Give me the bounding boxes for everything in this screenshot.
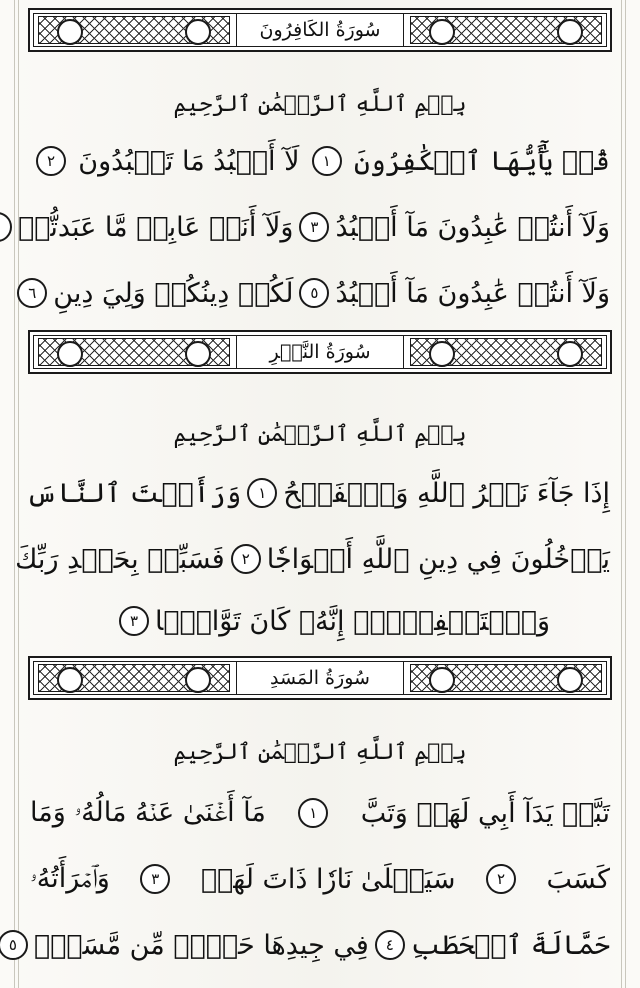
verse-line: [30, 598, 610, 644]
surah-header-frame: [28, 330, 612, 374]
verse-text: وَٱسۡتَغۡفِرۡهُۚ إِنَّهُۥ كَانَ تَوَّابَۢا: [154, 605, 550, 637]
ayah-number-marker: ٢: [231, 544, 261, 574]
ayah-number-marker: ٦: [17, 278, 47, 308]
ayah-number-marker: ١: [298, 798, 328, 828]
header-ornament-left: [38, 338, 230, 366]
bismillah: بِسۡمِ ٱللَّهِ ٱلرَّحۡمَٰنِ ٱلرَّحِيمِ: [173, 422, 467, 447]
ayah-number-marker: [0, 212, 12, 242]
verse-text: فِي جِيدِهَا حَبۡلٞ مِّن مَّسَدِۭ: [33, 929, 369, 961]
verse-line: [26, 470, 610, 516]
bismillah: بِسۡمِ ٱللَّهِ ٱلرَّحۡمَٰنِ ٱلرَّحِيمِ: [173, 740, 467, 765]
ayah-number-marker: ٢: [36, 146, 66, 176]
page-border-left-inner: [18, 0, 19, 988]
header-ornament-left: [38, 16, 230, 44]
verse-line: [30, 270, 610, 316]
ayah-number-marker: ٢: [486, 864, 516, 894]
surah-header-frame: [28, 8, 612, 52]
surah-title: سُورَةُ النَّصۡرِ: [236, 336, 404, 368]
page-border-right: [625, 0, 626, 988]
verse-line: [17, 204, 610, 250]
verse-text: كَسَبَ: [546, 863, 610, 895]
verse-text: قُلۡ يَٰٓأَيُّهَا ٱلۡكَٰفِرُونَ: [354, 145, 610, 177]
verse-text: وَلَآ أَنتُمۡ عَٰبِدُونَ مَآ أَعۡبُدُ: [335, 211, 610, 243]
bismillah: بِسۡمِ ٱللَّهِ ٱلرَّحۡمَٰنِ ٱلرَّحِيمِ: [173, 92, 467, 117]
verse-text: وَٱمۡرَأَتُهُۥ: [30, 863, 110, 894]
verse-line: [30, 138, 610, 184]
verse-text: يَدۡخُلُونَ فِي دِينِ ٱللَّهِ أَفۡوَاجٗا: [266, 543, 610, 575]
verse-text: مَآ أَغۡنَىٰ عَنۡهُ مَالُهُۥ وَمَا: [30, 797, 266, 828]
verse-line: [15, 536, 610, 582]
verse-text: وَرَأَيۡتَ ٱلنَّاسَ: [26, 477, 242, 509]
ayah-number-marker: ٥: [299, 278, 329, 308]
verse-text: تَبَّتۡ يَدَآ أَبِي لَهَبٖ وَتَبَّ: [360, 797, 610, 829]
page-border-left: [14, 0, 15, 988]
verse-text: سَيَصۡلَىٰ نَارٗا ذَاتَ لَهَبٖ: [200, 863, 456, 895]
surah-title: سُورَةُ الكَافِرُونَ: [236, 14, 404, 46]
verse-text: لَكُمۡ دِينُكُمۡ وَلِيَ دِينِ: [53, 277, 294, 309]
verse-text: إِذَا جَآءَ نَصۡرُ ٱللَّهِ وَٱلۡفَتۡحُ: [283, 477, 610, 509]
header-ornament-right: [410, 664, 602, 692]
verse-text: لَآ أَعۡبُدُ مَا تَعۡبُدُونَ: [78, 145, 300, 177]
ayah-number-marker: ٣: [299, 212, 329, 242]
header-ornament-right: [410, 338, 602, 366]
header-ornament-right: [410, 16, 602, 44]
surah-header-frame: [28, 656, 612, 700]
ayah-number-marker: ٥: [0, 930, 28, 960]
verse-line: [30, 856, 610, 902]
verse-text: حَمَّالَةَ ٱلۡحَطَبِ: [410, 929, 610, 961]
verse-line: [30, 790, 610, 836]
ayah-number-marker: ٤: [375, 930, 405, 960]
verse-line: [8, 922, 610, 968]
ayah-number-marker: ٣: [119, 606, 149, 636]
ayah-number-marker: ٣: [140, 864, 170, 894]
ayah-number-marker: ١: [312, 146, 342, 176]
ayah-number-marker: ١: [247, 478, 277, 508]
header-ornament-left: [38, 664, 230, 692]
verse-text: وَلَآ أَنتُمۡ عَٰبِدُونَ مَآ أَعۡبُدُ: [335, 277, 610, 309]
page-border-right-inner: [621, 0, 622, 988]
verse-text: وَلَآ أَنَا۠ عَابِدٞ مَّا عَبَدتُّمۡ: [17, 211, 294, 243]
verse-text: فَسَبِّحۡ بِحَمۡدِ رَبِّكَ: [15, 543, 225, 575]
surah-title: سُورَةُ المَسَدِ: [236, 662, 404, 694]
